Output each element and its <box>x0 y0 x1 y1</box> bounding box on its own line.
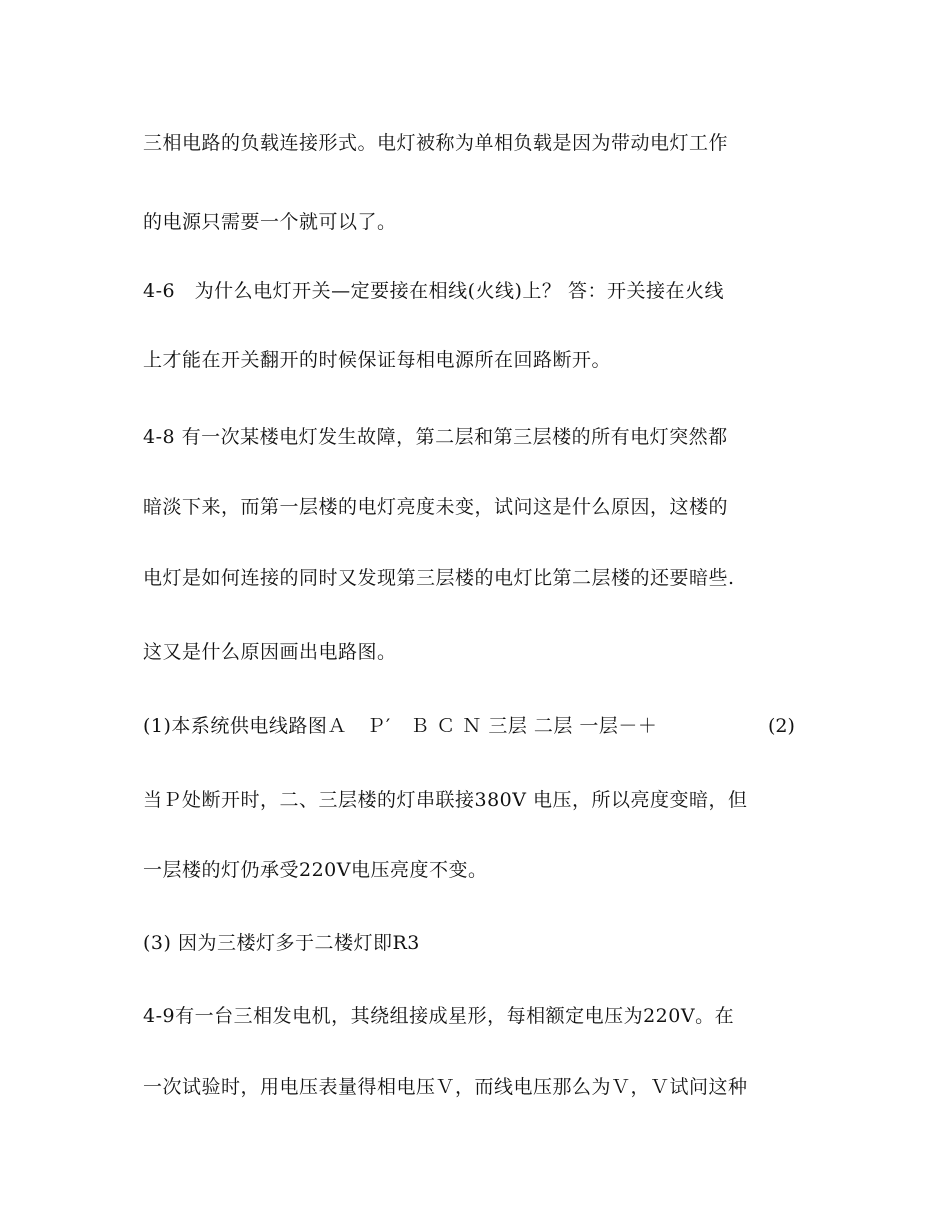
text-line-10: 当Ｐ处断开时，二、三层楼的灯串联接380V 电压，所以亮度变暗，但 <box>143 789 748 811</box>
text-line-8: 这又是什么原因画出电路图。 <box>143 641 397 663</box>
text-line-1: 三相电路的负载连接形式。电灯被称为单相负载是因为带动电灯工作 <box>143 132 729 154</box>
text-line-5: 4-8 有一次某楼电灯发生故障，第二层和第三层楼的所有电灯突然都 <box>143 426 728 448</box>
text-line-3: 4-6 为什么电灯开关—定要接在相线(火线)上？ 答：开关接在火线 <box>143 280 724 302</box>
text-line-4: 上才能在开关翻开的时候保证每相电源所在回路断开。 <box>143 349 612 371</box>
text-line-13: 4-9有一台三相发电机，其绕组接成星形，每相额定电压为220V。在 <box>143 1005 735 1027</box>
text-line-14: 一次试验时，用电压表量得相电压Ｖ，而线电压那么为Ｖ，Ｖ试问这种 <box>143 1076 748 1098</box>
text-line-6: 暗淡下来，而第一层楼的电灯亮度未变，试问这是什么原因，这楼的 <box>143 496 729 518</box>
text-line-12: (3) 因为三楼灯多于二楼灯即R3 <box>143 932 420 954</box>
text-line-11: 一层楼的灯仍承受220V电压亮度不变。 <box>143 859 488 881</box>
text-line-9: (1)本系统供电线路图Ａ Ｐ′ Ｂ Ｃ Ｎ 三层 二层 一层－＋ <box>143 715 658 737</box>
text-line-2: 的电源只需要一个就可以了。 <box>143 211 397 233</box>
side-label: (2) <box>768 715 795 737</box>
text-line-7: 电灯是如何连接的同时又发现第三层楼的电灯比第二层楼的还要暗些. <box>143 567 735 589</box>
